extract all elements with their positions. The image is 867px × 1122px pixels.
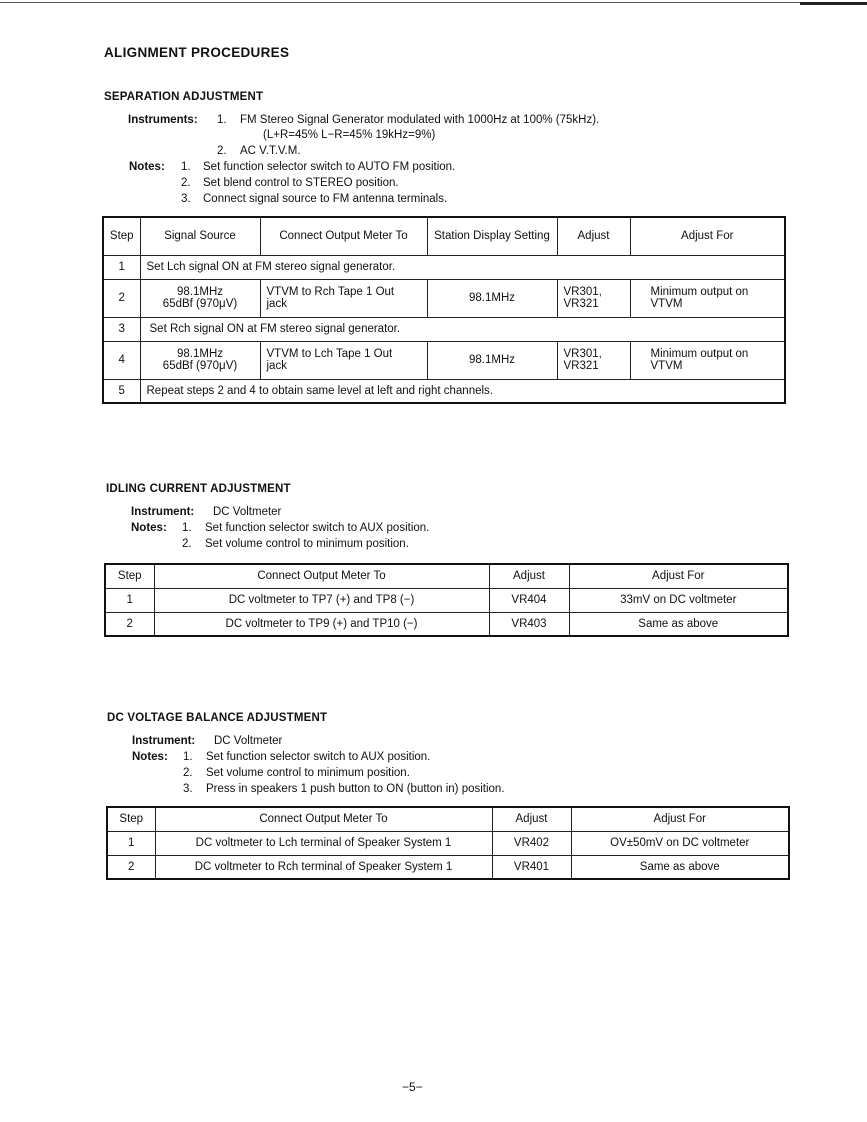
adjust-for-line-1: Minimum output on bbox=[650, 348, 749, 360]
header-adjust: Adjust bbox=[557, 217, 630, 255]
span-cell: Repeat steps 2 and 4 to obtain same level at left and right channels. bbox=[140, 379, 785, 403]
instrument-1: FM Stereo Signal Generator modulated with 1000Hz at 100% (75kHz). bbox=[240, 114, 600, 126]
notes-label: Notes: bbox=[132, 751, 168, 763]
note-num: 1. bbox=[182, 522, 192, 534]
page-number: −5− bbox=[402, 1080, 423, 1094]
span-cell: Set Rch signal ON at FM stereo signal generator. bbox=[140, 317, 785, 341]
header-station-display: Station Display Setting bbox=[427, 217, 557, 255]
note-num: 3. bbox=[183, 783, 193, 795]
meter-line-2: jack bbox=[266, 360, 287, 372]
note-num: 2. bbox=[183, 767, 193, 779]
note-text: Set blend control to STEREO position. bbox=[203, 177, 399, 189]
header-connect-output: Connect Output Meter To bbox=[154, 564, 489, 588]
adjust-cell: VR404 bbox=[489, 588, 569, 612]
connect-output-cell: DC voltmeter to Lch terminal of Speaker System 1 bbox=[155, 831, 492, 855]
table-row bbox=[103, 255, 785, 279]
adjust-for-cell: Same as above bbox=[571, 855, 789, 879]
instrument-label: Instrument: bbox=[131, 506, 195, 518]
step-cell: 3 bbox=[103, 317, 140, 341]
table-row bbox=[103, 317, 785, 341]
header-connect-output: Connect Output Meter To bbox=[155, 807, 492, 831]
idling-table bbox=[104, 563, 789, 637]
step-cell: 1 bbox=[103, 255, 140, 279]
connect-output-cell: DC voltmeter to TP7 (+) and TP8 (−) bbox=[154, 588, 489, 612]
adjust-cell: VR401 bbox=[492, 855, 571, 879]
header-adjust: Adjust bbox=[489, 564, 569, 588]
note-text: Set volume control to minimum position. bbox=[205, 538, 409, 550]
top-rule-thick bbox=[800, 2, 867, 5]
adjust-for-cell: Same as above bbox=[569, 612, 788, 636]
header-adjust: Adjust bbox=[492, 807, 571, 831]
adjust-line-2: VR321 bbox=[563, 298, 599, 310]
note-num: 1. bbox=[183, 751, 193, 763]
instrument-value: DC Voltmeter bbox=[214, 735, 283, 747]
table-row bbox=[103, 341, 785, 379]
header-adjust-for: Adjust For bbox=[569, 564, 788, 588]
note-text: Set volume control to minimum position. bbox=[206, 767, 410, 779]
adjust-cell: VR402 bbox=[492, 831, 571, 855]
table-row bbox=[105, 612, 788, 636]
instrument-value: DC Voltmeter bbox=[213, 506, 282, 518]
meter-line-2: jack bbox=[266, 298, 287, 310]
table-header-row bbox=[103, 217, 785, 255]
header-step: Step bbox=[107, 807, 155, 831]
adjust-line-1: VR301, bbox=[563, 286, 602, 298]
span-cell: Set Lch signal ON at FM stereo signal generator. bbox=[140, 255, 785, 279]
adjust-for-cell: OV±50mV on DC voltmeter bbox=[571, 831, 789, 855]
source-level: 65dBf (970μV) bbox=[162, 298, 238, 310]
source-level: 65dBf (970μV) bbox=[162, 360, 238, 372]
adjust-cell bbox=[557, 341, 630, 379]
connect-output-cell bbox=[260, 341, 427, 379]
header-signal-source: Signal Source bbox=[140, 217, 260, 255]
signal-source-cell bbox=[140, 279, 260, 317]
adjust-for-cell: 33mV on DC voltmeter bbox=[569, 588, 788, 612]
header-step: Step bbox=[103, 217, 140, 255]
signal-source-cell bbox=[140, 341, 260, 379]
adjust-for-line-2: VTVM bbox=[650, 298, 683, 310]
instrument-2: AC V.T.V.M. bbox=[240, 145, 301, 157]
adjust-line-2: VR321 bbox=[563, 360, 599, 372]
table-row bbox=[107, 855, 789, 879]
separation-table bbox=[102, 216, 786, 404]
note-num: 2. bbox=[181, 177, 191, 189]
note-text: Connect signal source to FM antenna terminals. bbox=[203, 193, 448, 205]
station-cell: 98.1MHz bbox=[427, 279, 557, 317]
step-cell: 5 bbox=[103, 379, 140, 403]
adjust-for-cell bbox=[630, 341, 785, 379]
idling-title: IDLING CURRENT ADJUSTMENT bbox=[106, 483, 291, 495]
note-num: 1. bbox=[181, 161, 191, 173]
note-num: 2. bbox=[182, 538, 192, 550]
notes-label: Notes: bbox=[129, 161, 165, 173]
step-cell: 2 bbox=[105, 612, 154, 636]
header-step: Step bbox=[105, 564, 154, 588]
instrument-1-sub: (L+R=45% L−R=45% 19kHz=9%) bbox=[263, 129, 436, 141]
header-connect-output: Connect Output Meter To bbox=[260, 217, 427, 255]
notes-label: Notes: bbox=[131, 522, 167, 534]
dcbalance-title: DC VOLTAGE BALANCE ADJUSTMENT bbox=[107, 712, 328, 724]
table-header-row bbox=[107, 807, 789, 831]
header-adjust-for: Adjust For bbox=[630, 217, 785, 255]
instrument-1-num: 1. bbox=[217, 114, 227, 126]
table-row bbox=[103, 379, 785, 403]
instrument-2-num: 2. bbox=[217, 145, 227, 157]
step-cell: 2 bbox=[103, 279, 140, 317]
instrument-label: Instrument: bbox=[132, 735, 196, 747]
note-text: Set function selector switch to AUTO FM position. bbox=[203, 161, 456, 173]
adjust-cell bbox=[557, 279, 630, 317]
source-freq: 98.1MHz bbox=[176, 348, 224, 360]
dcbalance-table bbox=[106, 806, 790, 880]
meter-line-1: VTVM to Lch Tape 1 Out bbox=[266, 348, 393, 360]
note-text: Set function selector switch to AUX position. bbox=[205, 522, 430, 534]
table-row bbox=[105, 588, 788, 612]
top-rule bbox=[0, 2, 867, 3]
adjust-for-cell bbox=[630, 279, 785, 317]
adjust-for-line-1: Minimum output on bbox=[650, 286, 749, 298]
source-freq: 98.1MHz bbox=[176, 286, 224, 298]
adjust-cell: VR403 bbox=[489, 612, 569, 636]
adjust-for-line-2: VTVM bbox=[650, 360, 683, 372]
adjust-line-1: VR301, bbox=[563, 348, 602, 360]
step-cell: 2 bbox=[107, 855, 155, 879]
instruments-label: Instruments: bbox=[128, 114, 198, 126]
step-cell: 4 bbox=[103, 341, 140, 379]
note-text: Press in speakers 1 push button to ON (button in) position. bbox=[206, 783, 505, 795]
connect-output-cell bbox=[260, 279, 427, 317]
header-adjust-for: Adjust For bbox=[571, 807, 789, 831]
page-title: ALIGNMENT PROCEDURES bbox=[104, 45, 290, 60]
note-text: Set function selector switch to AUX position. bbox=[206, 751, 431, 763]
connect-output-cell: DC voltmeter to TP9 (+) and TP10 (−) bbox=[154, 612, 489, 636]
note-num: 3. bbox=[181, 193, 191, 205]
table-header-row bbox=[105, 564, 788, 588]
connect-output-cell: DC voltmeter to Rch terminal of Speaker System 1 bbox=[155, 855, 492, 879]
meter-line-1: VTVM to Rch Tape 1 Out bbox=[266, 286, 395, 298]
table-row bbox=[107, 831, 789, 855]
step-cell: 1 bbox=[107, 831, 155, 855]
separation-title: SEPARATION ADJUSTMENT bbox=[104, 91, 264, 103]
step-cell: 1 bbox=[105, 588, 154, 612]
station-cell: 98.1MHz bbox=[427, 341, 557, 379]
table-row bbox=[103, 279, 785, 317]
